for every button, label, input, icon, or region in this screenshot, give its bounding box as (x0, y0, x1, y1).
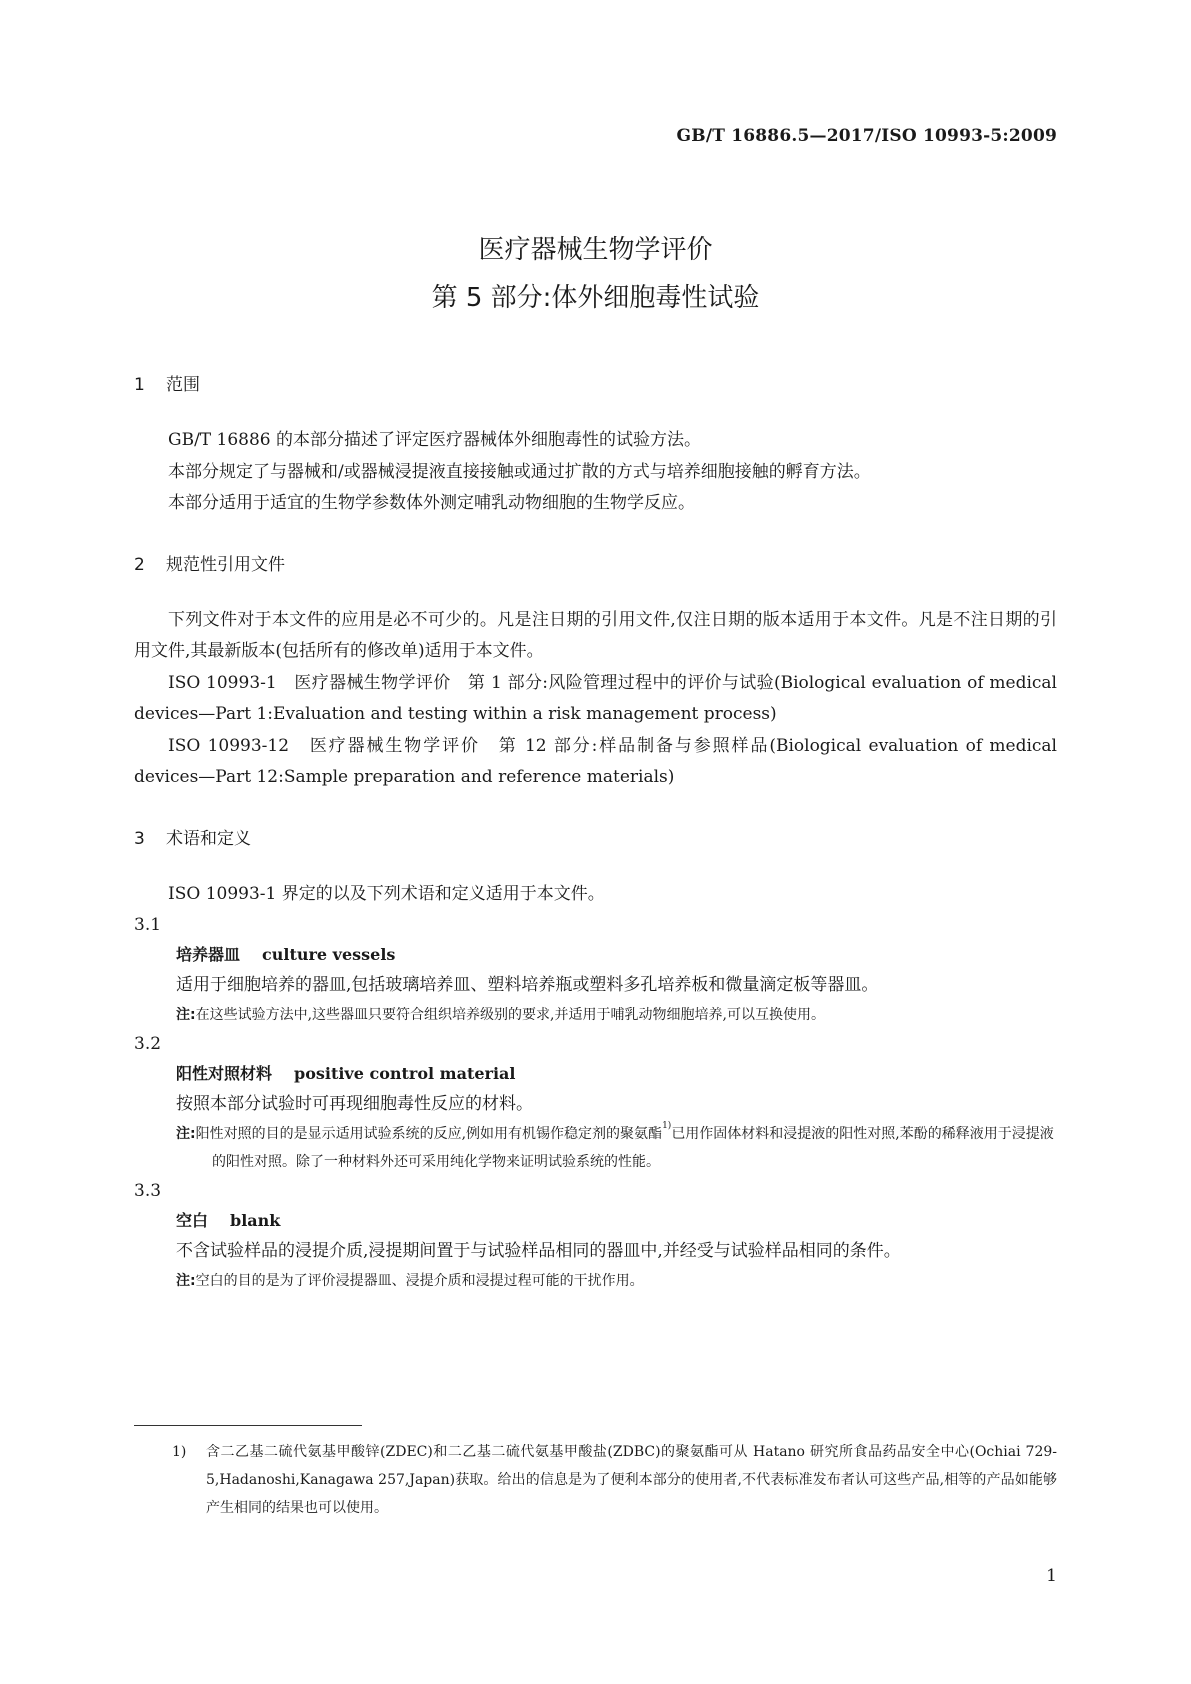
footnote-divider (134, 1425, 362, 1426)
term-name (134, 940, 1057, 970)
note-label: 注: (176, 1007, 196, 1023)
reference-text: ISO 10993-1 医疗器械生物学评价 第 1 部分:风险管理过程中的评价与试验(Biological evaluation of medical devices—Part 1:Evaluation and testing within a risk management process) (134, 672, 1057, 724)
section-number: 1 (134, 375, 145, 395)
paragraph: 本部分适用于适宜的生物学参数体外测定哺乳动物细胞的生物学反应。 (168, 493, 695, 513)
section-2-heading (134, 550, 1057, 575)
reference-text: ISO 10993-12 医疗器械生物学评价 第 12 部分:样品制备与参照样品(Biological evaluation of medical devices—Part 12:Sample preparation and reference materials) (134, 735, 1057, 787)
section-number: 3 (134, 828, 145, 849)
term-note (134, 1120, 1057, 1176)
section-3-heading (134, 824, 1057, 849)
term-definition: 按照本部分试验时可再现细胞毒性反应的材料。 (176, 1094, 533, 1114)
term-definition: 不含试验样品的浸提介质,浸提期间置于与试验样品相同的器皿中,并经受与试验样品相同的条件。 (176, 1241, 901, 1261)
term-name-zh: 阳性对照材料 (176, 1064, 273, 1083)
normative-reference (134, 668, 1057, 731)
note-text: 阳性对照的目的是显示适用试验系统的反应,例如用有机锡作稳定剂的聚氨酯 (195, 1126, 663, 1142)
paragraph: 下列文件对于本文件的应用是必不可少的。凡是注日期的引用文件,仅注日期的版本适用于本文件。凡是不注日期的引用文件,其最新版本(包括所有的修改单)适用于本文件。 (134, 609, 1057, 661)
footnote-mark: 1) (172, 1444, 187, 1460)
standard-number: GB/T 16886.5—2017/ISO 10993-5:2009 (676, 126, 1057, 146)
document-title (0, 226, 1191, 322)
footnote-text: 含二乙基二硫代氨基甲酸锌(ZDEC)和二乙基二硫代氨基甲酸盐(ZDBC)的聚氨酯可从 Hatano 研究所食品药品安全中心(Ochiai 729-5,Hadanoshi,Kanagawa 257,Japan)获取。给出的信息是为了便利本部分的使用者,不代表标准发布者认可这些产品,相等的产品如能够产生相同的结果也可以使用。 (206, 1444, 1057, 1516)
note-text: 在这些试验方法中,这些器皿只要符合组织培养级别的要求,并适用于哺乳动物细胞培养,可以互换使用。 (195, 1007, 825, 1023)
term-number: 3.3 (134, 1181, 162, 1201)
paragraph: ISO 10993-1 界定的以及下列术语和定义适用于本文件。 (168, 883, 605, 904)
page-number: 1 (1046, 1566, 1057, 1586)
section-1-heading (134, 370, 1057, 395)
footnote (172, 1438, 1057, 1522)
term-name (134, 1206, 1057, 1236)
title-line-2: 第 5 部分:体外细胞毒性试验 (431, 283, 760, 313)
paragraph: GB/T 16886 的本部分描述了评定医疗器械体外细胞毒性的试验方法。 (168, 430, 702, 450)
term-name-en: positive control material (294, 1064, 516, 1083)
term-name-en: culture vessels (262, 945, 396, 964)
footnote-reference: 1) (662, 1121, 672, 1131)
term-number: 3.2 (134, 1034, 162, 1054)
section-title: 规范性引用文件 (166, 554, 285, 575)
term-number: 3.1 (134, 915, 162, 935)
term-note (134, 1001, 1057, 1029)
term-name-zh: 培养器皿 (176, 945, 241, 964)
title-line-1: 医疗器械生物学评价 (478, 235, 713, 265)
term-name-en: blank (230, 1211, 281, 1230)
term-definition: 适用于细胞培养的器皿,包括玻璃培养皿、塑料培养瓶或塑料多孔培养板和微量滴定板等器皿。 (176, 975, 879, 995)
section-number: 2 (134, 554, 145, 575)
section-title: 范围 (166, 375, 200, 395)
paragraph: 本部分规定了与器械和/或器械浸提液直接接触或通过扩散的方式与培养细胞接触的孵育方法。 (168, 461, 871, 482)
note-label: 注: (176, 1126, 196, 1142)
normative-reference (134, 731, 1057, 794)
note-text: 已用作固体材料和浸提液的阳性对照,苯酚的稀释液用于浸提液的阳性对照。除了一种材料外还可采用纯化学物来证明试验系统的性能。 (212, 1126, 1054, 1170)
section-title: 术语和定义 (166, 828, 251, 849)
document-body (134, 370, 1057, 1295)
term-name (134, 1059, 1057, 1089)
note-text: 空白的目的是为了评价浸提器皿、浸提介质和浸提过程可能的干扰作用。 (195, 1273, 644, 1289)
term-name-zh: 空白 (176, 1211, 209, 1230)
term-note (134, 1267, 1057, 1295)
note-label: 注: (176, 1273, 196, 1289)
